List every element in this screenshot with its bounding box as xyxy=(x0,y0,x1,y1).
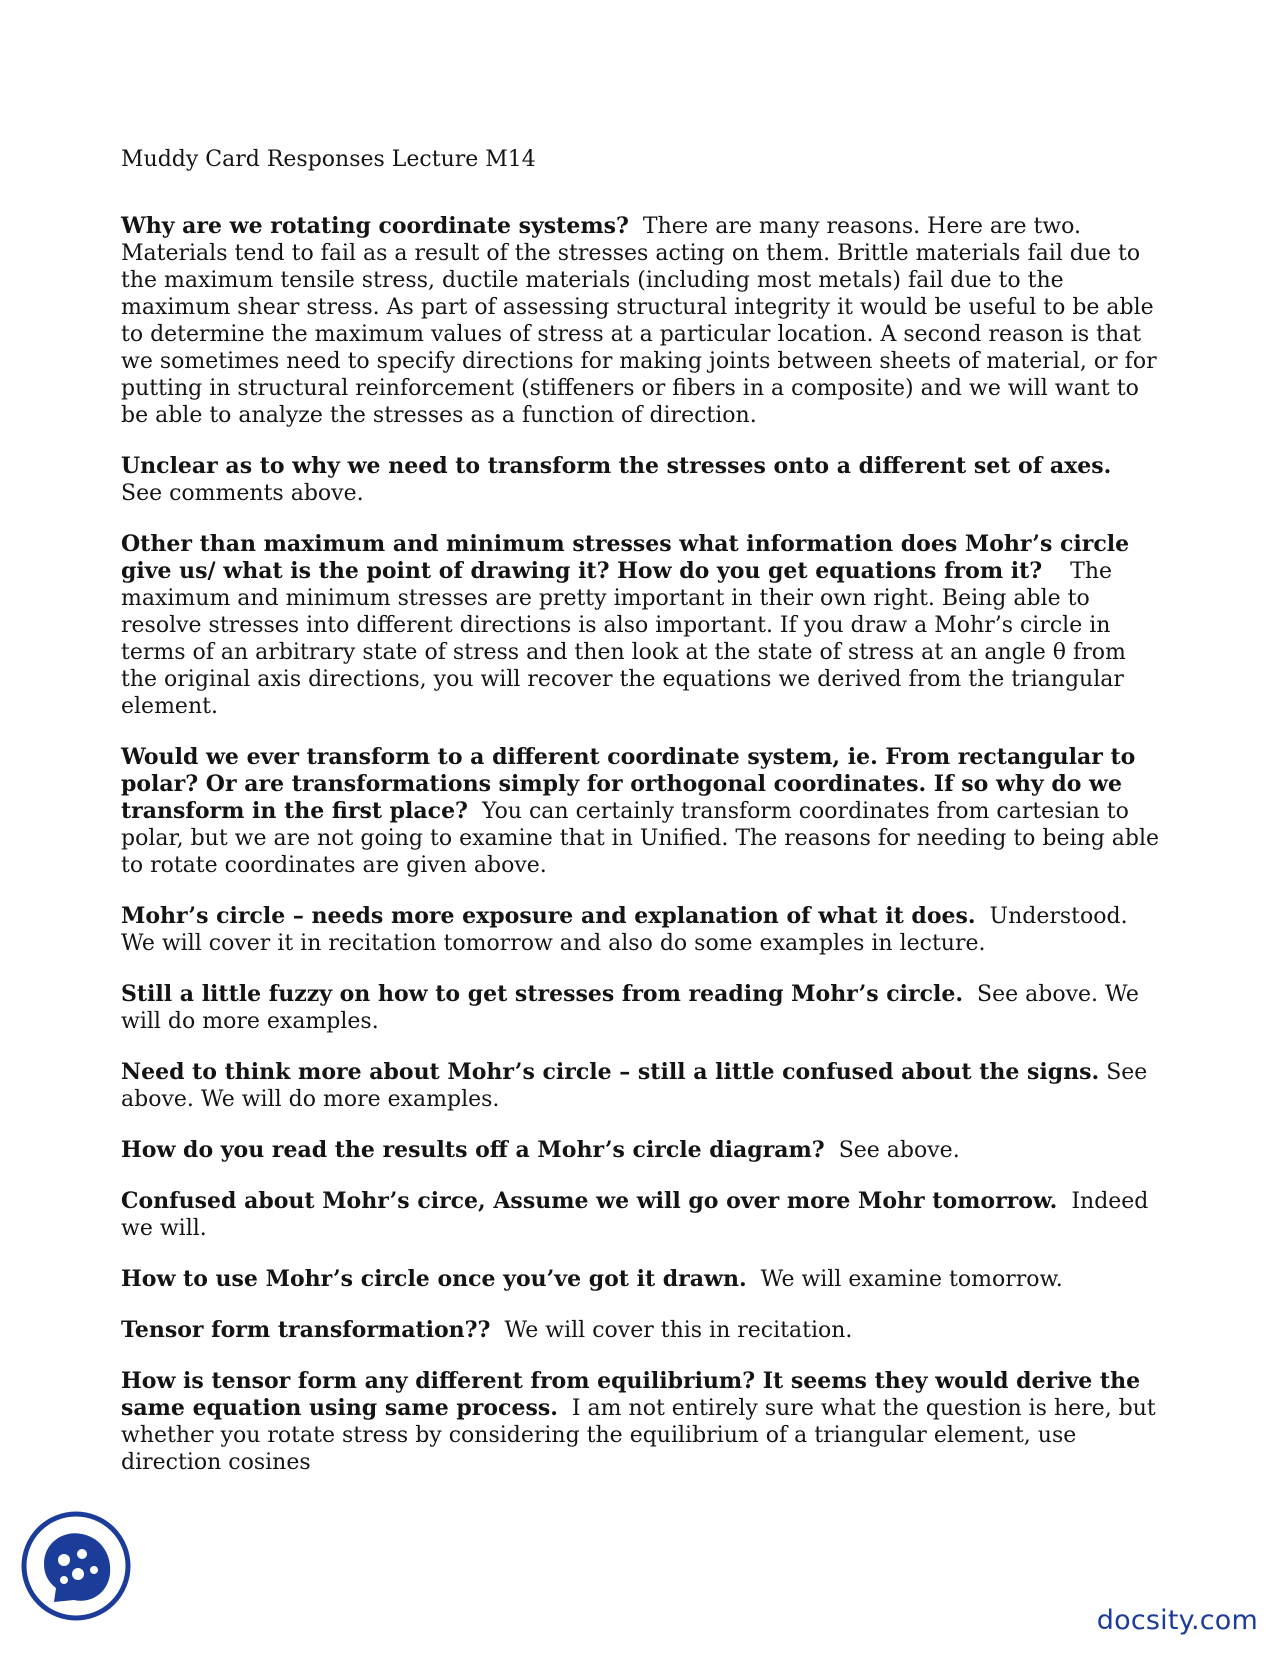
qa-item xyxy=(121,1137,1163,1164)
answer-text: See comments above. xyxy=(121,481,364,506)
answer-text: Understood. We will cover it in recitation tomorrow and also do some examples in lecture. xyxy=(121,904,1128,956)
logo-dot xyxy=(60,1576,68,1584)
page-title: Muddy Card Responses Lecture M14 xyxy=(121,147,536,172)
qa-item xyxy=(121,1059,1163,1113)
question-text: Other than maximum and minimum stresses what information does Mohr’s circle give us/ what is the point of drawing it? How do you get equations from it? xyxy=(121,531,1130,584)
answer-text: There are many reasons. Here are two. Materials tend to fail as a result of the stresses acting on them. Brittle materials fail due to the maximum tensile stress, ductile materials (including most metals) fail due to the maximum shear stress. As part of assessing structural integrity it would be useful to be able to determine the maximum values of stress at a particular location. A second reason is that we sometimes need to specify directions for making joints between sheets of material, or for putting in structural reinforcement (stiffeners or fibers in a composite) and we will want to be able to analyze the stresses as a function of direction. xyxy=(121,214,1157,428)
answer-text: See above. We will do more examples. xyxy=(121,982,1139,1034)
qa-item xyxy=(121,1368,1163,1476)
answer-text: The maximum and minimum stresses are pretty important in their own right. Being able to resolve stresses into different directions is also important. If you draw a Mohr’s circle in terms of an arbitrary state of stress and then look at the state of stress at an angle θ from the original axis directions, you will recover the equations we derived from the triangular element. xyxy=(121,559,1126,719)
question-text: Mohr’s circle – needs more exposure and explanation of what it does. xyxy=(121,903,976,929)
docsity-brand-link[interactable]: docsity.com xyxy=(1096,1605,1258,1636)
question-text: Unclear as to why we need to transform the stresses onto a different set of axes. xyxy=(121,453,1112,479)
logo-dot xyxy=(72,1568,84,1580)
qa-item xyxy=(121,453,1163,507)
logo-dot xyxy=(90,1566,98,1574)
question-text: How to use Mohr’s circle once you’ve got it drawn. xyxy=(121,1266,747,1292)
answer-text: Indeed we will. xyxy=(121,1189,1149,1241)
qa-item xyxy=(121,744,1163,879)
qa-item xyxy=(121,1188,1163,1242)
qa-item xyxy=(121,903,1163,957)
logo-dot xyxy=(77,1549,87,1559)
document-body xyxy=(121,146,1163,1500)
question-text: Still a little fuzzy on how to get stresses from reading Mohr’s circle. xyxy=(121,981,964,1007)
qa-item xyxy=(121,531,1163,720)
question-text: Would we ever transform to a different coordinate system, ie. From rectangular to polar? Or are transformations simply for orthogonal coordinates. If so why do we transform in the first place? xyxy=(121,744,1136,824)
answer-text: I am not entirely sure what the question is here, but whether you rotate stress by considering the equilibrium of a triangular element, use direction cosines xyxy=(121,1396,1156,1475)
qa-item xyxy=(121,213,1163,429)
qa-item xyxy=(121,1317,1163,1344)
question-text: Confused about Mohr’s circe, Assume we will go over more Mohr tomorrow. xyxy=(121,1188,1058,1214)
docsity-logo-icon[interactable] xyxy=(20,1510,132,1622)
answer-text: You can certainly transform coordinates from cartesian to polar, but we are not going to examine that in Unified. The reasons for needing to being able to rotate coordinates are given above. xyxy=(121,799,1160,878)
answer-text: We will cover this in recitation. xyxy=(504,1318,853,1343)
qa-item xyxy=(121,1266,1163,1293)
question-text: How is tensor form any different from equilibrium? It seems they would derive the same equation using same process. xyxy=(121,1368,1141,1421)
question-text: Why are we rotating coordinate systems? xyxy=(121,213,629,239)
question-text: How do you read the results off a Mohr’s circle diagram? xyxy=(121,1137,825,1163)
answer-text: See above. xyxy=(838,1138,960,1163)
qa-item xyxy=(121,981,1163,1035)
logo-dot xyxy=(58,1554,70,1566)
question-text: Tensor form transformation?? xyxy=(121,1317,491,1343)
answer-text: See above. We will do more examples. xyxy=(121,1060,1148,1112)
answer-text: We will examine tomorrow. xyxy=(760,1267,1063,1292)
question-text: Need to think more about Mohr’s circle – still a little confused about the signs. xyxy=(121,1059,1100,1085)
